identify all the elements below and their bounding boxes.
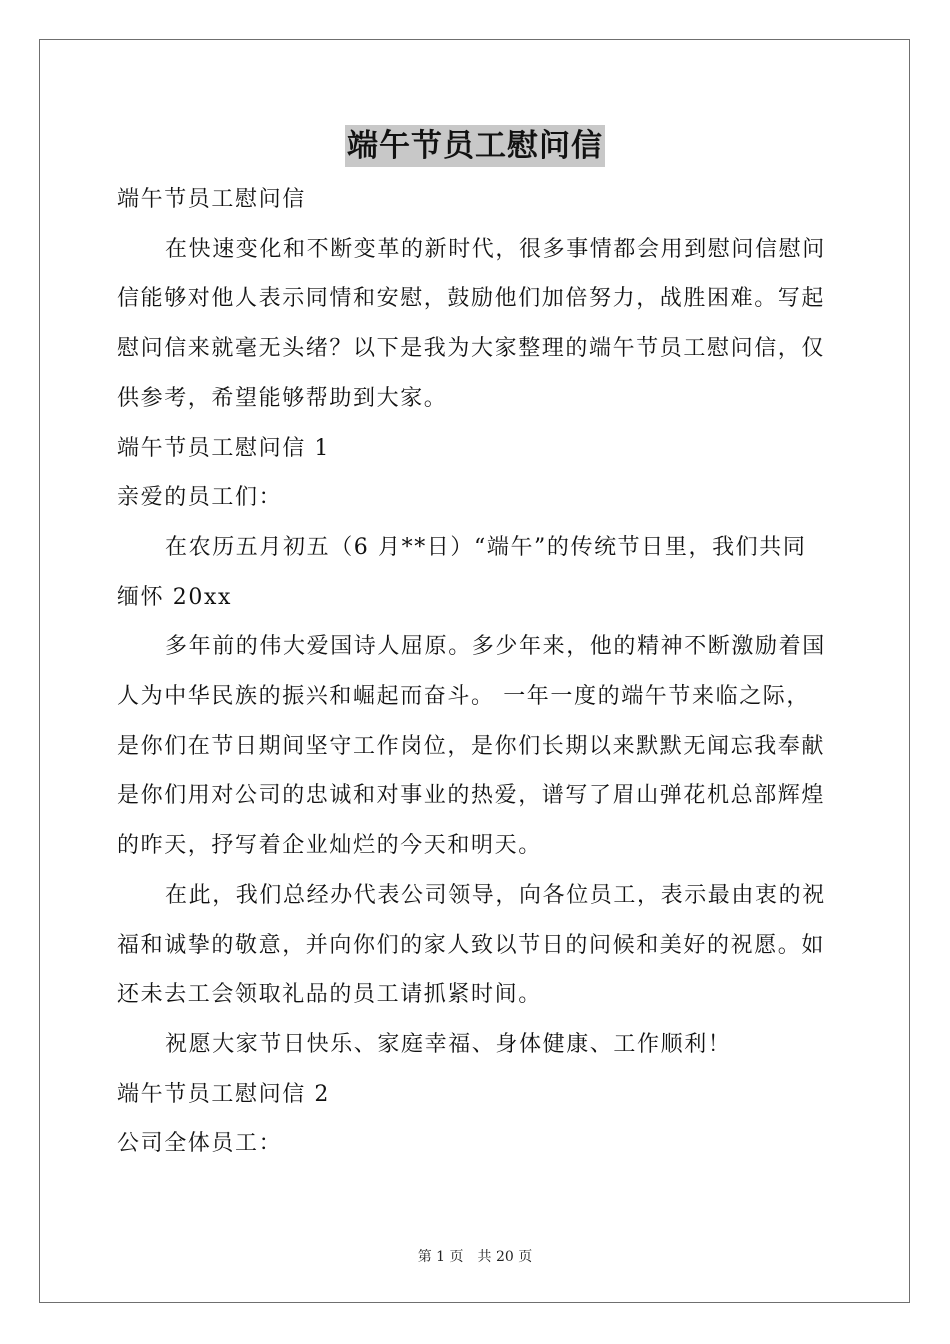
page-total: 共 20 页 [477, 1249, 533, 1265]
body-line: 在此，我们总经办代表公司领导，向各位员工，表示最由衷的祝 [165, 882, 826, 908]
page-number: 第 1 页 [417, 1249, 464, 1265]
title-container [0, 125, 950, 167]
section-heading: 端午节员工慰问信 2 [117, 1081, 330, 1107]
salutation: 公司全体员工： [117, 1131, 283, 1157]
body-line: 慰问信来就毫无头绪？以下是我为大家整理的端午节员工慰问信，仅 [117, 336, 826, 362]
body-line: 还未去工会领取礼品的员工请抓紧时间。 [117, 982, 542, 1008]
body-line: 是你们用对公司的忠诚和对事业的热爱，谱写了眉山弹花机总部辉煌 [117, 783, 826, 809]
body-line: 的昨天，抒写着企业灿烂的今天和明天。 [117, 833, 542, 859]
salutation: 亲爱的员工们： [117, 485, 283, 511]
page-footer [0, 1246, 950, 1266]
body-line: 福和诚挚的敬意，并向你们的家人致以节日的问候和美好的祝愿。如 [117, 932, 826, 958]
body-line: 供参考，希望能够帮助到大家。 [117, 385, 448, 411]
body-line: 人为中华民族的振兴和崛起而奋斗。 一年一度的端午节来临之际， [117, 684, 810, 710]
body-line: 祝愿大家节日快乐、家庭幸福、身体健康、工作顺利！ [165, 1031, 732, 1057]
body-line: 信能够对他人表示同情和安慰，鼓励他们加倍努力，战胜困难。写起 [117, 286, 826, 312]
body-line: 是你们在节日期间坚守工作岗位，是你们长期以来默默无闻忘我奉献 [117, 733, 826, 759]
body-line: 多年前的伟大爱国诗人屈原。多少年来，他的精神不断激励着国 [165, 634, 826, 660]
document-body [117, 175, 833, 1169]
section-heading: 端午节员工慰问信 1 [117, 435, 330, 461]
body-line: 端午节员工慰问信 [117, 187, 306, 212]
body-line: 在快速变化和不断变革的新时代，很多事情都会用到慰问信慰问 [165, 236, 826, 262]
body-line: 在农历五月初五（6 月**日）“端午”的传统节日里，我们共同 [165, 534, 807, 560]
document-title: 端午节员工慰问信 [345, 125, 605, 167]
body-line: 缅怀 20xx [117, 584, 233, 610]
